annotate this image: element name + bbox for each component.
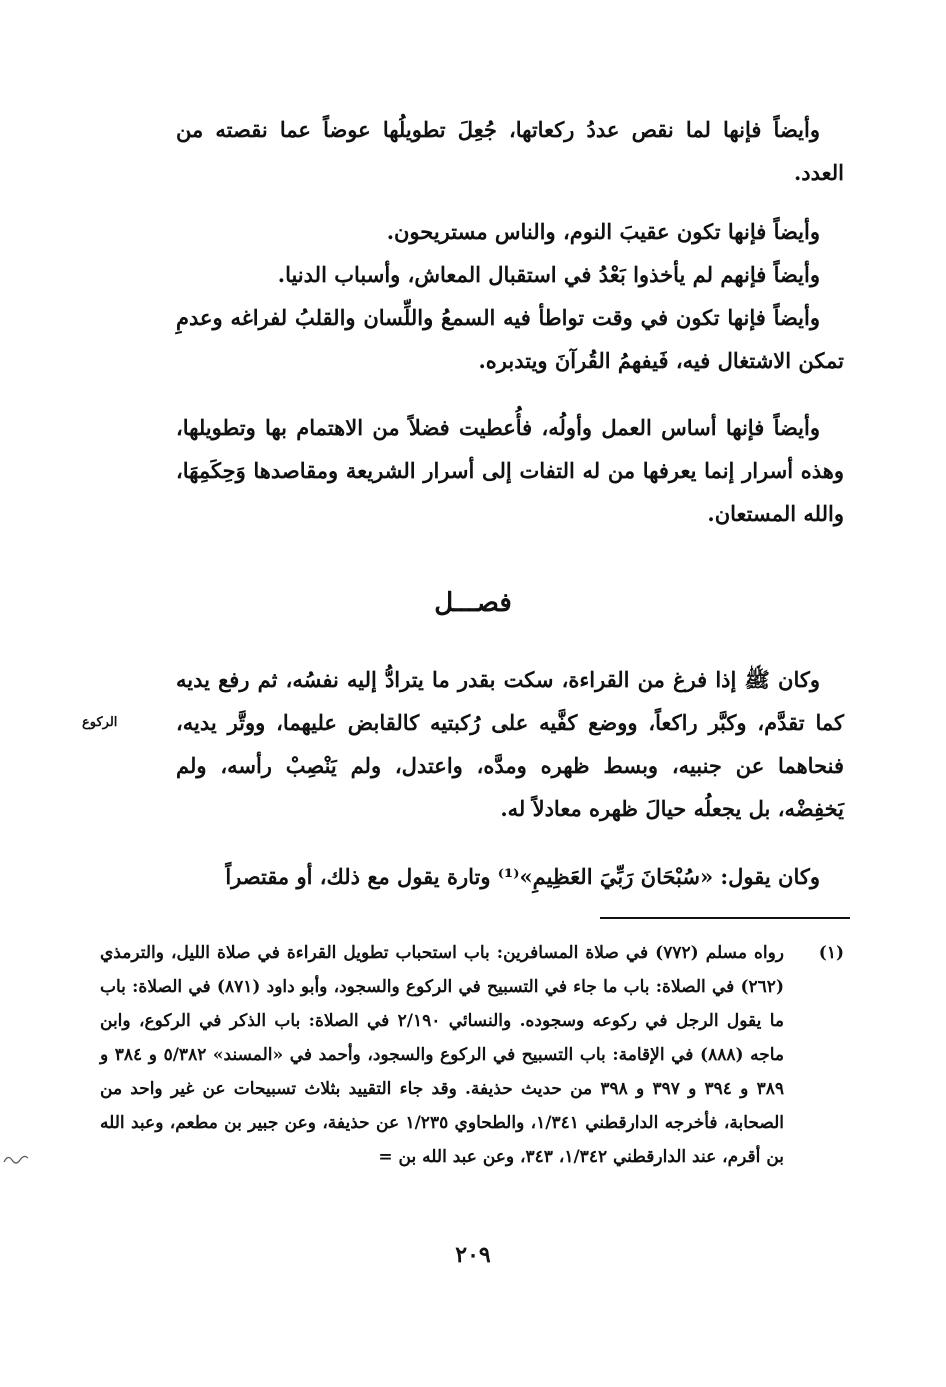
footnote-divider (600, 917, 850, 919)
footnote-text: رواه مسلم (٧٧٢) في صلاة المسافرين: باب استحباب تطويل القراءة في صلاة الليل، والترمذي (٢٦٢) في الصلاة: باب ما جاء في التسبيح في الركوع والسجود، وأبو داود (٨٧١) في الصلاة: باب ما يقول الرجل في ركوعه وسجوده. والنسائي ٢/١٩٠ في الصلاة: باب الذكر في الركوع، وابن ماجه (٨٨٨) في الإقامة: باب التسبيح في الركوع والسجود، وأحمد في «المسند» ٥/٣٨٢ و ٣٨٤ و ٣٨٩ و ٣٩٤ و ٣٩٧ و ٣٩٨ من حديث حذيفة. وقد جاء التقييد بثلاث تسبيحات عن غير واحد من الصحابة، فأخرجه الدارقطني ١/٣٤١، والطحاوي ١/٢٣٥ عن حذيفة، وعن جبير بن مطعم، وعبد الله بن أقرم، عند الدارقطني ١/٣٤٢، ٣٤٣، وعن عبد الله بن = (100, 943, 785, 1167)
section-heading: فصـــل (434, 588, 512, 618)
main-text-block-2 (176, 210, 844, 382)
paragraph-shorter-prayer-length: وأيضاً فإنها لما نقص عددُ ركعاتها، جُعِلَ تطويلُها عوضاً عما نقصته من العدد. (176, 117, 844, 185)
margin-note-ruku: الركوع (82, 715, 118, 730)
paragraph-hearing-heart: وأيضاً فإنها تكون في وقت تواطأ فيه السمعُ واللِّسان والقلبُ لفراغه وعدمِ تمكن الاشتغال فيه، فَيفهمُ القُرآنَ ويتدبره. (176, 305, 844, 373)
paragraph-livelihood: وأيضاً فإنهم لم يأخذوا بَعْدُ في استقبال المعاش، وأسباب الدنيا. (277, 262, 820, 287)
paragraph-after-sleep: وأيضاً فإنها تكون عقيبَ النوم، والناس مستريحون. (386, 219, 820, 244)
footnote (100, 936, 844, 1174)
scan-artifact-mark (2, 1152, 32, 1170)
main-text-block-5 (176, 855, 844, 898)
main-text-block-1 (176, 108, 844, 194)
page-number: ٢٠٩ (455, 1242, 491, 1268)
scan-squiggle-icon (2, 1152, 32, 1166)
paragraph-ruku-description: وكان ﷺ إذا فرغ من القراءة، سكت بقدر ما يترادُّ إليه نفسُه، ثم رفع يديه كما تقدَّم، وكبَّر راكعاً، ووضع كفَّيه على رُكبتيه كالقابض عليهما، ووتَّر يديه، فنحاهما عن جنبيه، وبسط ظهره ومدَّه، واعتدل، ولم يَنْصِبْ رأسه، ولم يَخفِضْه، بل يجعلُه حيالَ ظهره معادلاً له. (176, 667, 844, 821)
main-text-block-4 (176, 658, 844, 830)
paragraph-tasbih: وكان يقول: «سُبْحَانَ رَبِّيَ العَظِيمِ»⁽¹⁾ وتارة يقول مع ذلك، أو مقتصراً (225, 864, 820, 889)
main-text-block-3 (176, 406, 844, 535)
footnote-marker: (١) (818, 943, 844, 963)
paragraph-foundation-of-deeds: وأيضاً فإنها أساس العمل وأولُه، فأُعطيت فضلاً من الاهتمام بها وتطويلها، وهذه أسرار إنما يعرفها من له التفات إلى أسرار الشريعة ومقاصدها وَحِكَمِهَا، والله المستعان. (176, 415, 844, 526)
